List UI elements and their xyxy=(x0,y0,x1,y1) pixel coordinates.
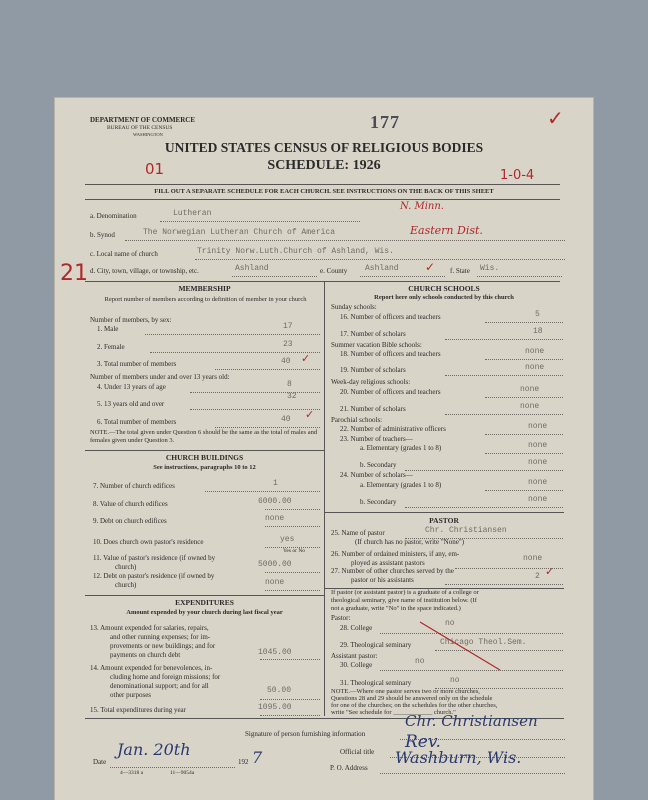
schools-sub: Report here only schools conducted by this church xyxy=(374,294,514,301)
q31-label: 31. Theological seminary xyxy=(340,679,412,687)
by-sex-label: Number of members, by sex: xyxy=(90,316,172,324)
q23-label: 23. Number of teachers— xyxy=(340,435,413,443)
q6-check: ✓ xyxy=(305,408,315,421)
q3-value: 40 xyxy=(281,357,291,366)
grad-line-b: theological seminary, give name of institution below. (If xyxy=(331,597,477,604)
parochial-schools-label: Parochial schools: xyxy=(331,416,383,424)
buildings-sub: See instructions, paragraphs 10 to 12 xyxy=(153,464,256,471)
q23b-label: b. Secondary xyxy=(360,461,397,469)
city-label: WASHINGTON xyxy=(133,132,163,137)
pastor-note-b: Questions 28 and 29 should be answered only on the schedule xyxy=(331,695,493,702)
q12-label-b: church) xyxy=(115,581,137,589)
q23a-label: a. Elementary (grades 1 to 8) xyxy=(360,444,442,452)
membership-title: MEMBERSHIP xyxy=(178,284,231,293)
county-value: Ashland xyxy=(365,264,399,273)
year-value: 7 xyxy=(252,748,263,767)
county-label: e. County xyxy=(320,267,348,275)
q21-label: 21. Number of scholars xyxy=(340,405,406,413)
q22-value: none xyxy=(528,422,548,431)
dept-label: DEPARTMENT OF COMMERCE xyxy=(90,116,196,124)
sunday-schools-label: Sunday schools: xyxy=(331,303,377,311)
pastor-title: PASTOR xyxy=(429,516,459,525)
q24a-value: none xyxy=(528,478,548,487)
q9-value: none xyxy=(265,514,285,523)
signature-value: Chr. Christiansen xyxy=(405,712,538,730)
q1-value: 17 xyxy=(283,322,293,331)
city-label: d. City, town, village, or township, etc. xyxy=(90,267,199,275)
q10-label: 10. Does church own pastor's residence xyxy=(93,538,204,546)
q31-value: no xyxy=(450,676,460,685)
q24b-value: none xyxy=(528,495,548,504)
expenditures-sub: Amount expended by your church during last fiscal year xyxy=(126,609,283,616)
q3-check: ✓ xyxy=(301,352,311,365)
q18-value: none xyxy=(525,347,545,356)
q20-value: none xyxy=(520,385,540,394)
pastor-note-d: write "See schedule for ____________ church." xyxy=(331,709,456,716)
form-title: UNITED STATES CENSUS OF RELIGIOUS BODIES xyxy=(164,140,484,155)
synod-note-1: N. Minn. xyxy=(400,201,444,212)
red-code: 1-0-4 xyxy=(500,168,535,183)
q27-value: 2 xyxy=(535,572,540,581)
denomination-value: Lutheran xyxy=(173,209,212,218)
year-prefix: 192 xyxy=(238,758,249,766)
q24b-label: b. Secondary xyxy=(360,498,397,506)
q30-label: 30. College xyxy=(340,661,373,669)
age-intro: Number of members under and over 13 years old: xyxy=(90,373,230,381)
fill-instruction: FILL OUT A SEPARATE SCHEDULE FOR EACH CHURCH. SEE INSTRUCTIONS ON THE BACK OF THIS SHEET xyxy=(154,188,494,195)
q4-value: 8 xyxy=(287,380,292,389)
denomination-label: a. Denomination xyxy=(90,212,137,220)
q26-line-a: 26. Number of ordained ministers, if any, em- xyxy=(331,550,460,558)
q16-label: 16. Number of officers and teachers xyxy=(340,313,441,321)
stamp-number: 177 xyxy=(370,112,400,132)
title-value: Rev. xyxy=(405,732,441,752)
county-check: ✓ xyxy=(425,260,436,274)
state-value: Wis. xyxy=(480,264,500,273)
q17-value: 18 xyxy=(533,327,543,336)
q26-value: none xyxy=(523,554,543,563)
q17-label: 17. Number of scholars xyxy=(340,330,406,338)
q24a-label: a. Elementary (grades 1 to 8) xyxy=(360,481,442,489)
address-label: P. O. Address xyxy=(330,764,368,772)
q8-label: 8. Value of church edifices xyxy=(93,500,168,508)
print-number: 11—9054a xyxy=(170,770,195,776)
q27-line-a: 27. Number of other churches served by the xyxy=(331,567,454,575)
grad-line-a: If pastor (or assistant pastor) is a graduate of a college or xyxy=(331,589,479,596)
q26-line-b: ployed as assistant pastors xyxy=(351,559,425,567)
census-form xyxy=(55,98,593,800)
q7-label: 7. Number of church edifices xyxy=(93,482,175,490)
membership-note: NOTE.—The total given under Question 6 should be the same as the total of males and females given under Question 3. xyxy=(90,429,318,444)
q25-label: 25. Name of pastor xyxy=(331,529,385,537)
weekday-schools-label: Week-day religious schools: xyxy=(331,378,411,386)
expenditures-title: EXPENDITURES xyxy=(175,598,234,607)
date-value: Jan. 20th xyxy=(117,740,191,759)
q29-label: 29. Theological seminary xyxy=(340,641,412,649)
q4-label: 4. Under 13 years of age xyxy=(97,383,166,391)
q29-value: Chicago Theol.Sem. xyxy=(440,638,527,647)
q27-check: ✓ xyxy=(545,565,555,578)
yes-no-hint: Yes or No xyxy=(283,548,306,554)
church-name-value: Trinity Norw.Luth.Church of Ashland, Wis. xyxy=(197,247,394,256)
city-value: Ashland xyxy=(235,264,269,273)
signature-label: Signature of person furnishing information xyxy=(245,730,366,738)
q6-label: 6. Total number of members xyxy=(97,418,177,426)
q7-value: 1 xyxy=(273,479,278,488)
q15-label: 15. Total expenditures during year xyxy=(90,706,186,714)
q13-value: 1045.00 xyxy=(258,648,292,657)
q15-value: 1095.00 xyxy=(258,703,292,712)
q9-label: 9. Debt on church edifices xyxy=(93,517,167,525)
form-number: 4—3318 a xyxy=(120,770,144,776)
q11-label-b: church) xyxy=(115,563,137,571)
title-label: Official title xyxy=(340,748,375,756)
q2-value: 23 xyxy=(283,340,293,349)
schools-title: CHURCH SCHOOLS xyxy=(408,284,480,293)
q6-value: 40 xyxy=(281,415,291,424)
q14-line-c: denominational support; and for all xyxy=(110,682,209,690)
q13-line-d: payments on church debt xyxy=(110,651,181,659)
synod-value: The Norwegian Lutheran Church of America xyxy=(143,228,336,237)
membership-intro: Report number of members according to definition of member in your church xyxy=(104,296,307,303)
q22-label: 22. Number of administrative officers xyxy=(340,425,446,433)
q14-line-a: 14. Amount expended for benevolences, in- xyxy=(90,664,213,672)
q20-label: 20. Number of officers and teachers xyxy=(340,388,441,396)
q14-line-b: cluding home and foreign missions; for xyxy=(110,673,221,681)
q12-value: none xyxy=(265,578,285,587)
q2-label: 2. Female xyxy=(97,343,125,351)
q11-value: 5000.00 xyxy=(258,560,292,569)
red-code-01: 01 xyxy=(145,160,165,178)
bureau-label: BUREAU OF THE CENSUS xyxy=(107,125,173,131)
summer-schools-label: Summer vacation Bible schools: xyxy=(331,341,422,349)
q12-label-a: 12. Debt on pastor's residence (if owned by xyxy=(93,572,215,580)
q25-sub: (If church has no pastor, write "None") xyxy=(355,538,465,546)
buildings-title: CHURCH BUILDINGS xyxy=(165,453,244,462)
church-name-label: c. Local name of church xyxy=(90,250,158,258)
asst-pastor-sublabel: Assistant pastor: xyxy=(331,652,378,660)
q13-line-c: provements or new buildings; and for xyxy=(110,642,216,650)
q8-value: 6000.00 xyxy=(258,497,292,506)
pastor-note-c: for one of the churches; on the schedules for the other churches, xyxy=(331,702,498,709)
q23a-value: none xyxy=(528,441,548,450)
q1-label: 1. Male xyxy=(97,325,119,333)
q28-label: 28. College xyxy=(340,624,373,632)
q3-label: 3. Total number of members xyxy=(97,360,177,368)
q13-line-a: 13. Amount expended for salaries, repairs, xyxy=(90,624,209,632)
q30-value: no xyxy=(415,657,425,666)
q19-label: 19. Number of scholars xyxy=(340,366,406,374)
q24-label: 24. Number of scholars— xyxy=(340,471,413,479)
q5-label: 5. 13 years old and over xyxy=(97,400,165,408)
synod-label: b. Synod xyxy=(90,231,115,239)
q13-line-b: and other running expenses; for im- xyxy=(110,633,211,641)
red-margin-mark: 21 xyxy=(60,261,88,286)
red-checkmark: ✓ xyxy=(547,106,564,130)
q25-value: Chr. Christiansen xyxy=(425,526,507,535)
q14-value: 50.00 xyxy=(267,686,292,695)
pastor-note-a: NOTE.—Where one pastor serves two or more churches, xyxy=(331,688,480,695)
grad-line-c: not a graduate, write "No" in the space indicated.) xyxy=(331,605,461,612)
q28-value: no xyxy=(445,619,455,628)
schedule-title: SCHEDULE: 1926 xyxy=(267,158,381,173)
q23b-value: none xyxy=(528,458,548,467)
date-label: Date xyxy=(93,758,107,766)
q21-value: none xyxy=(520,402,540,411)
q10-value: yes xyxy=(280,535,295,544)
q19-value: none xyxy=(525,363,545,372)
q16-value: 5 xyxy=(535,310,540,319)
red-strike-mark xyxy=(415,618,505,678)
q14-line-d: other purposes xyxy=(110,691,152,699)
address-value: Washburn, Wis. xyxy=(395,748,522,767)
state-label: f. State xyxy=(450,267,470,275)
pastor-sublabel: Pastor: xyxy=(331,614,351,622)
q27-line-b: pastor or his assistants xyxy=(351,576,414,584)
q11-label-a: 11. Value of pastor's residence (if owned by xyxy=(93,554,216,562)
q5-value: 32 xyxy=(287,392,297,401)
synod-note-2: Eastern Dist. xyxy=(410,224,483,237)
q18-label: 18. Number of officers and teachers xyxy=(340,350,441,358)
